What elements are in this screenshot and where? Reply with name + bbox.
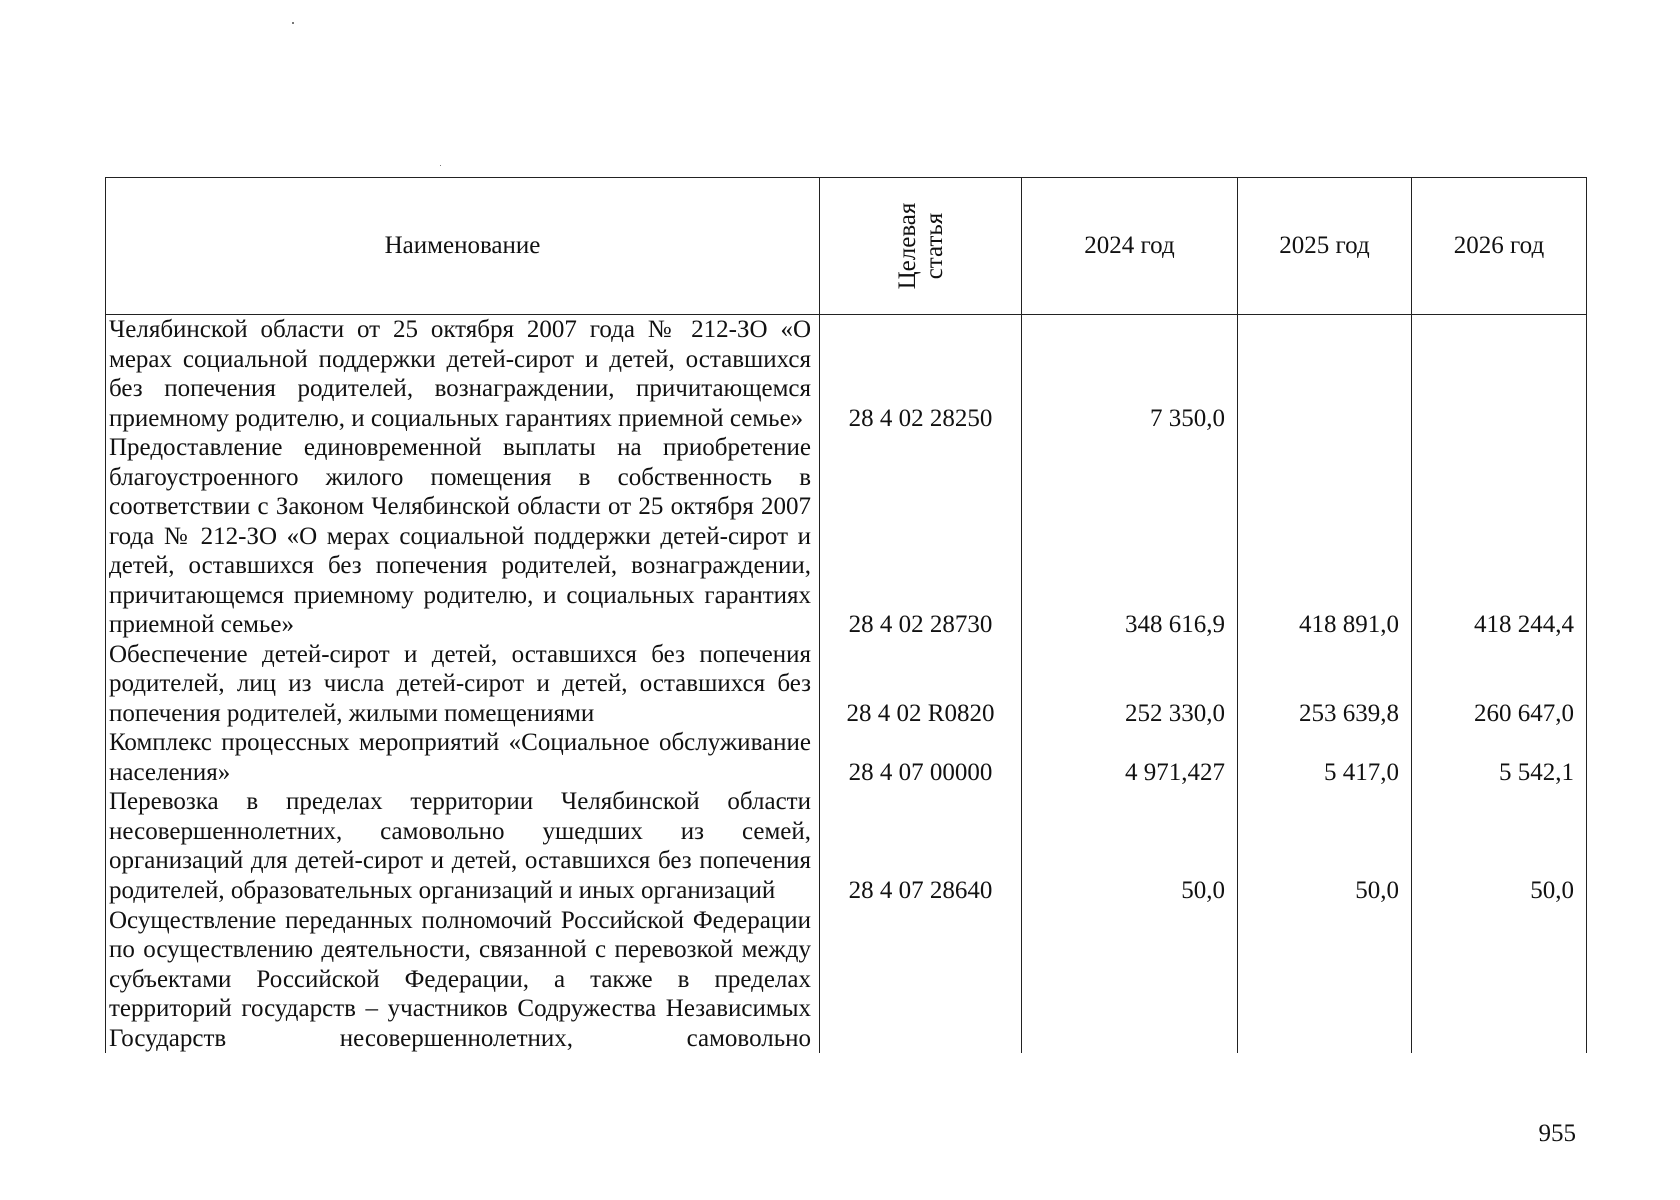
row-value-2025: 418 891,0 [1238, 433, 1412, 640]
row-code: 28 4 02 R0820 [820, 640, 1022, 729]
header-year-2025: 2025 год [1238, 178, 1412, 315]
table-row [106, 433, 1587, 640]
table-row [106, 787, 1587, 905]
scan-speck [292, 22, 294, 24]
row-value-2024 [1022, 905, 1238, 1053]
row-value-2026: 418 244,4 [1412, 433, 1587, 640]
row-value-2025: 50,0 [1238, 787, 1412, 905]
row-code [820, 905, 1022, 1053]
header-name: Наименование [106, 178, 820, 315]
row-code: 28 4 07 00000 [820, 728, 1022, 787]
row-value-2024: 348 616,9 [1022, 433, 1238, 640]
row-value-2026 [1412, 315, 1587, 434]
row-value-2024: 7 350,0 [1022, 315, 1238, 434]
row-name: Комплекс процессных мероприятий «Социальное обслуживание населения» [106, 728, 820, 787]
page-number: 955 [1538, 1120, 1576, 1147]
header-target-article [820, 178, 1022, 315]
row-value-2026 [1412, 905, 1587, 1053]
row-name: Обеспечение детей-сирот и детей, оставшихся без попечения родителей, лиц из числа детей-сирот и детей, оставшихся без попечения родителей, жилыми помещениями [106, 640, 820, 729]
row-value-2024: 4 971,427 [1022, 728, 1238, 787]
row-name: Перевозка в пределах территории Челябинской области несовершеннолетних, самовольно ушедших из семей, организаций для детей-сирот и детей, оставшихся без попечения родителей, образовательных организаций и иных организаций [106, 787, 820, 905]
header-year-2024: 2024 год [1022, 178, 1238, 315]
row-value-2024: 50,0 [1022, 787, 1238, 905]
row-code: 28 4 02 28730 [820, 433, 1022, 640]
row-value-2026: 260 647,0 [1412, 640, 1587, 729]
row-value-2024: 252 330,0 [1022, 640, 1238, 729]
table-row [106, 640, 1587, 729]
row-name: Предоставление единовременной выплаты на приобретение благоустроенного жилого помещения в собственность в соответствии с Законом Челябинской области от 25 октября 2007 года № 212-ЗО «О мерах социальной поддержки детей-сирот и детей, оставшихся без попечения родителей, вознаграждении, причитающемся приемному родителю, и социальных гарантиях приемной семье» [106, 433, 820, 640]
row-value-2025: 253 639,8 [1238, 640, 1412, 729]
row-value-2025 [1238, 315, 1412, 434]
table-header-row [106, 178, 1587, 315]
row-value-2026: 50,0 [1412, 787, 1587, 905]
header-code-line2: статья [920, 212, 948, 280]
scan-speck [440, 165, 441, 166]
table-row [106, 315, 1587, 434]
row-name: Осуществление переданных полномочий Российской Федерации по осуществлению деятельности, связанной с перевозкой между субъектами Российской Федерации, а также в пределах территорий государств – участников Содружества Независимых Государств несовершеннолетних, самовольно [106, 905, 820, 1053]
header-code-line1: Целевая [893, 202, 921, 290]
row-value-2025 [1238, 905, 1412, 1053]
budget-table [105, 177, 1587, 1053]
row-name: Челябинской области от 25 октября 2007 года № 212-ЗО «О мерах социальной поддержки детей-сирот и детей, оставшихся без попечения родителей, вознаграждении, причитающемся приемному родителю, и социальных гарантиях приемной семье» [106, 315, 820, 434]
row-code: 28 4 07 28640 [820, 787, 1022, 905]
row-value-2025: 5 417,0 [1238, 728, 1412, 787]
header-year-2026: 2026 год [1412, 178, 1587, 315]
row-code: 28 4 02 28250 [820, 315, 1022, 434]
row-value-2026: 5 542,1 [1412, 728, 1587, 787]
table-row [106, 905, 1587, 1053]
table-row [106, 728, 1587, 787]
